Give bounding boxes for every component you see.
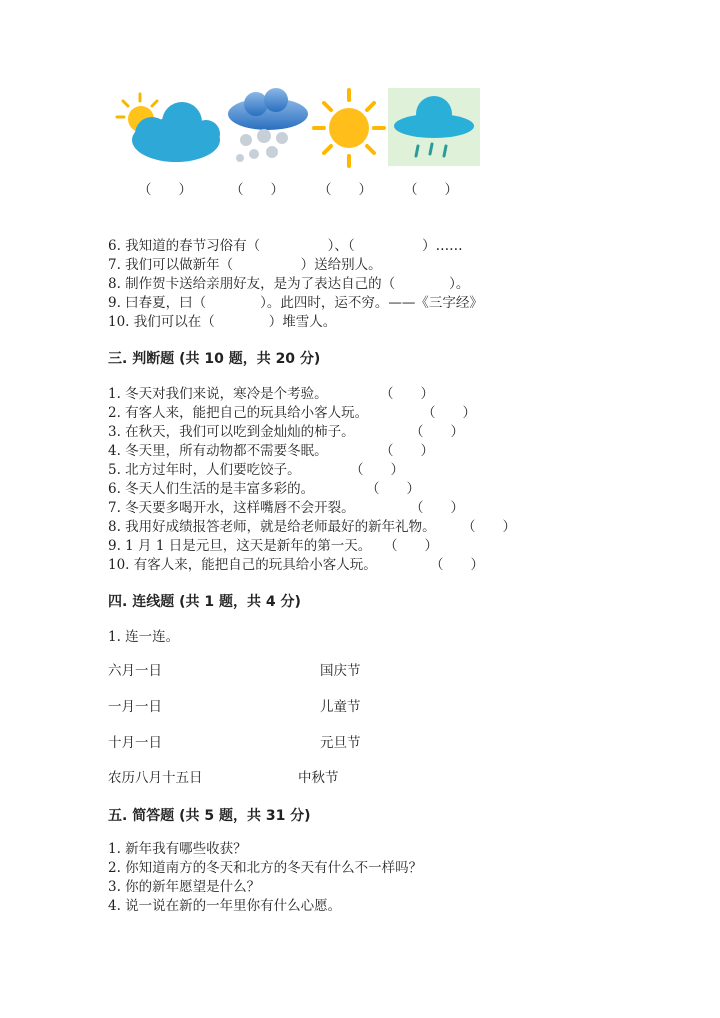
- judge-item: 8. 我用好成绩报答老师，就是给老师最好的新年礼物。: [108, 519, 436, 535]
- fill-in-item-7: 7. 我们可以做新年（ ）送给别人。: [108, 257, 382, 273]
- section-5-heading: 五. 简答题 (共 5 题，共 31 分): [108, 808, 311, 824]
- match-left-item[interactable]: 六月一日: [108, 663, 162, 679]
- blank-2[interactable]: （ ）: [230, 182, 284, 198]
- blank-3[interactable]: （ ）: [318, 182, 372, 198]
- judge-item: 5. 北方过年时，人们要吃饺子。: [108, 462, 301, 478]
- judge-item: 4. 冬天里，所有动物都不需要冬眠。: [108, 443, 328, 459]
- section-3-heading: 三. 判断题 (共 10 题，共 20 分): [108, 351, 321, 367]
- short-answer-item: 4. 说一说在新的一年里你有什么心愿。: [108, 898, 342, 914]
- sun-icon: [312, 88, 386, 168]
- judge-item: 6. 冬天人们生活的是丰富多彩的。: [108, 481, 315, 497]
- short-answer-item: 2. 你知道南方的冬天和北方的冬天有什么不一样吗？: [108, 860, 423, 876]
- match-right-item[interactable]: 中秋节: [298, 770, 339, 786]
- blank-1[interactable]: （ ）: [138, 182, 192, 198]
- icon-answer-blanks: [0, 178, 720, 200]
- judge-item: 7. 冬天要多喝开水，这样嘴唇不会开裂。: [108, 500, 355, 516]
- blank-4[interactable]: （ ）: [404, 182, 458, 198]
- fill-in-item-6: 6. 我知道的春节习俗有（ ）、（ ）……: [108, 238, 463, 254]
- snow-cloud-icon: [226, 88, 310, 168]
- match-right-item[interactable]: 国庆节: [320, 663, 361, 679]
- judge-item: 9. 1 月 1 日是元旦，这天是新年的第一天。: [108, 538, 372, 554]
- fill-in-item-9: 9. 曰春夏，曰（ ）。此四时，运不穷。——《三字经》: [108, 295, 483, 311]
- judge-paren[interactable]: （ ）: [410, 500, 464, 516]
- judge-paren[interactable]: （ ）: [422, 405, 476, 421]
- judge-paren[interactable]: （ ）: [366, 481, 420, 497]
- weather-icons-row: [114, 88, 480, 168]
- fill-in-item-10: 10. 我们可以在（ ）堆雪人。: [108, 314, 337, 330]
- match-right-item[interactable]: 儿童节: [320, 699, 361, 715]
- section-4-heading: 四. 连线题 (共 1 题，共 4 分): [108, 594, 301, 610]
- short-answer-item: 3. 你的新年愿望是什么？: [108, 879, 261, 895]
- judge-paren[interactable]: （ ）: [384, 538, 438, 554]
- judge-paren[interactable]: （ ）: [410, 424, 464, 440]
- fill-in-item-8: 8. 制作贺卡送给亲朋好友，是为了表达自己的（ ）。: [108, 276, 470, 292]
- judge-item: 3. 在秋天，我们可以吃到金灿灿的柿子。: [108, 424, 355, 440]
- judge-paren[interactable]: （ ）: [380, 443, 434, 459]
- judge-item: 1. 冬天对我们来说，寒冷是个考验。: [108, 386, 328, 402]
- judge-item: 2. 有客人来，能把自己的玩具给小客人玩。: [108, 405, 369, 421]
- partly-cloudy-icon: [114, 92, 224, 166]
- short-answer-item: 1. 新年我有哪些收获？: [108, 841, 247, 857]
- matching-question: 1. 连一连。: [108, 629, 180, 645]
- match-left-item[interactable]: 十月一日: [108, 735, 162, 751]
- rain-cloud-icon: [388, 88, 480, 166]
- judge-paren[interactable]: （ ）: [380, 386, 434, 402]
- judge-paren[interactable]: （ ）: [350, 462, 404, 478]
- match-left-item[interactable]: 农历八月十五日: [108, 770, 203, 786]
- match-right-item[interactable]: 元旦节: [320, 735, 361, 751]
- judge-paren[interactable]: （ ）: [430, 557, 484, 573]
- judge-paren[interactable]: （ ）: [462, 519, 516, 535]
- judge-item: 10. 有客人来，能把自己的玩具给小客人玩。: [108, 557, 377, 573]
- match-left-item[interactable]: 一月一日: [108, 699, 162, 715]
